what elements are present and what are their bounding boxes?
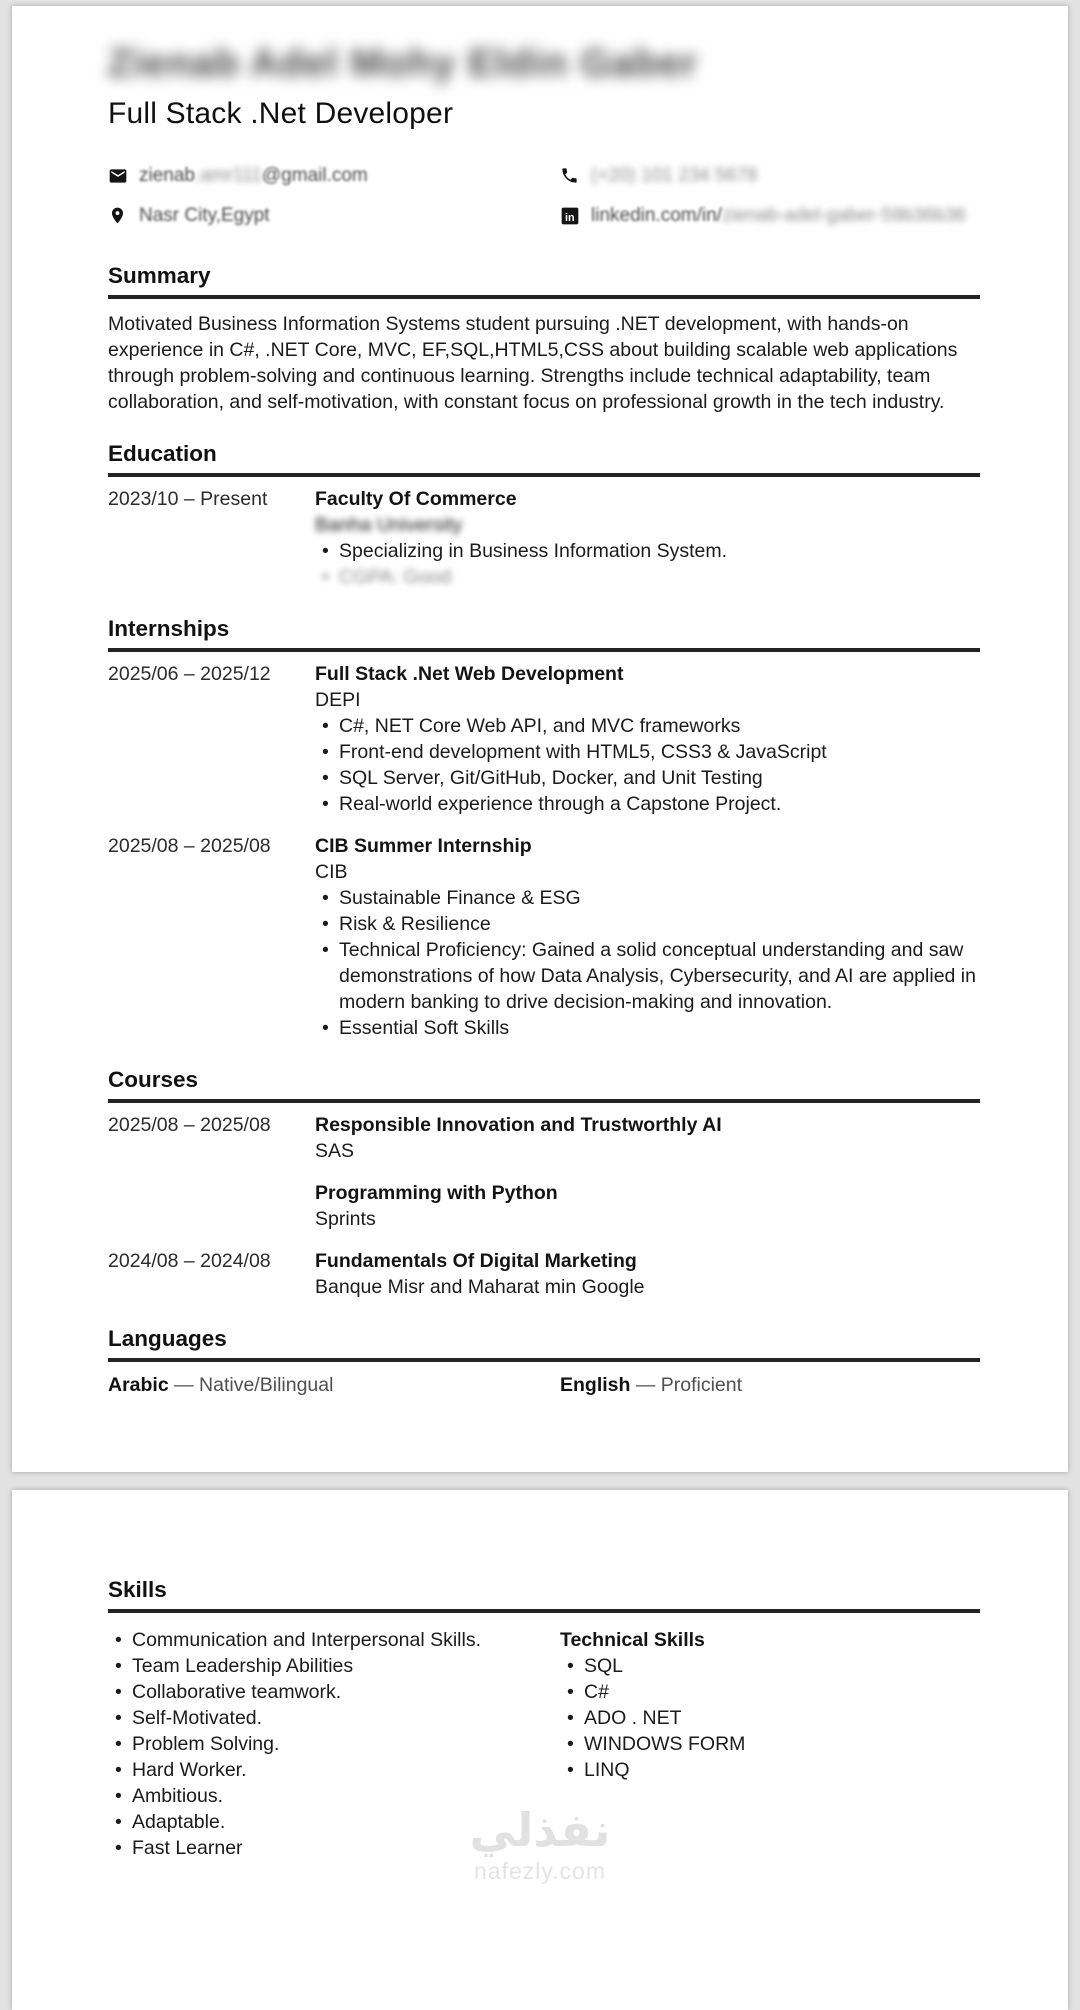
email-prefix: zienab (139, 165, 195, 186)
internship-entries (108, 661, 980, 1041)
bullet-item: • Sustainable Finance & ESG (315, 885, 980, 911)
course-entries (108, 1112, 980, 1300)
entry-organization: Banque Misr and Maharat min Google (315, 1276, 645, 1298)
entry-date: 2025/08 – 2025/08 (108, 835, 271, 857)
education-entries (108, 486, 980, 590)
soft-skill-item: • Ambitious. (108, 1783, 560, 1809)
entry-organization: SAS (315, 1140, 355, 1162)
entry-bullets (315, 713, 980, 817)
language-level: — Proficient (630, 1374, 743, 1396)
technical-skills-header: Technical Skills (560, 1629, 705, 1651)
soft-skill-item: • Fast Learner (108, 1835, 560, 1861)
soft-skill-item: • Self-Motivated. (108, 1705, 560, 1731)
entry-body (315, 1248, 980, 1300)
entry-bullets (315, 885, 980, 1041)
contact-phone (560, 164, 980, 188)
linkedin-icon (560, 206, 580, 226)
entry-date: 2023/10 – Present (108, 488, 268, 510)
entry-body (315, 661, 980, 817)
resume-page-1 (12, 6, 1068, 1472)
entry-date: 2025/06 – 2025/12 (108, 663, 271, 685)
languages-heading: Languages (108, 1325, 980, 1362)
bullet-item: • SQL Server, Git/GitHub, Docker, and Unit Testing (315, 765, 980, 791)
language-level: — Native/Bilingual (168, 1374, 334, 1396)
contact-email[interactable] (108, 164, 560, 188)
map-pin-icon (108, 206, 128, 226)
email-text (139, 164, 368, 188)
technical-skills-list (560, 1653, 980, 1783)
technical-skill-item: • WINDOWS FORM (560, 1731, 980, 1757)
envelope-icon (108, 166, 128, 186)
contact-linkedin[interactable] (560, 204, 980, 228)
internships-heading: Internships (108, 615, 980, 652)
skills-heading: Skills (108, 1576, 980, 1613)
bullet-item: • Real-world experience through a Capstone Project. (315, 791, 980, 817)
language-item (560, 1372, 980, 1398)
technical-skill-item: • C# (560, 1679, 980, 1705)
resume-entry (108, 833, 980, 1041)
resume-entry (108, 1112, 980, 1164)
entry-title: Full Stack .Net Web Development (315, 663, 624, 685)
language-item (108, 1372, 560, 1398)
entry-organization: Sprints (315, 1208, 376, 1230)
section-skills (108, 1576, 980, 1861)
bullet-item: • Risk & Resilience (315, 911, 980, 937)
bullet-item: • C#, NET Core Web API, and MVC frameworks (315, 713, 980, 739)
email-suffix: @gmail.com (261, 165, 368, 186)
section-summary (108, 262, 980, 415)
summary-text: Motivated Business Information Systems student pursuing .NET development, with hands-on experience in C#, .NET Core, MVC, EF,SQL,HTML5,CSS about building scalable web applications through problem-solving and continuous learning. Strengths include technical adaptability, team collaboration, and self-motivation, with constant focus on professional growth in the tech industry. (108, 313, 958, 413)
contact-block (108, 164, 980, 228)
entry-body (315, 1180, 980, 1232)
location-redacted: Nasr City,Egypt (139, 205, 270, 226)
entry-title: Programming with Python (315, 1182, 558, 1204)
entry-title: CIB Summer Internship (315, 835, 532, 857)
watermark-domain: nafezly.com (473, 1858, 606, 1884)
language-name: English (560, 1374, 631, 1396)
soft-skill-item: • Hard Worker. (108, 1757, 560, 1783)
entry-date: 2024/08 – 2024/08 (108, 1250, 271, 1272)
soft-skill-item: • Adaptable. (108, 1809, 560, 1835)
bullet-item: • Essential Soft Skills (315, 1015, 980, 1041)
education-heading: Education (108, 440, 980, 477)
resume-page-2 (12, 1490, 1068, 2010)
candidate-name: Zienab Adel Mohy Eldin Gaber (108, 42, 698, 85)
entry-organization: CIB (315, 861, 348, 883)
entry-body (315, 486, 980, 590)
resume-entry (108, 486, 980, 590)
soft-skills-list (108, 1627, 560, 1861)
entry-organization: Banha University (315, 514, 463, 536)
bullet-item: • Technical Proficiency: Gained a solid conceptual understanding and saw demonstrations of how Data Analysis, Cybersecurity, and AI are applied in modern banking to drive decision-making and innovation. (315, 937, 980, 1015)
bullet-item: • Specializing in Business Information System. (315, 538, 980, 564)
language-name: Arabic (108, 1374, 169, 1396)
entry-date: 2025/08 – 2025/08 (108, 1114, 271, 1136)
section-languages (108, 1325, 980, 1398)
svg-text:in: in (565, 212, 575, 224)
phone-redacted: (+20) 101 234 5678 (591, 165, 758, 186)
soft-skill-item: • Problem Solving. (108, 1731, 560, 1757)
email-redacted: .amr111 (195, 165, 262, 186)
phone-icon (560, 166, 580, 186)
section-education (108, 440, 980, 590)
resume-entry (108, 1180, 980, 1232)
linkedin-text (591, 204, 966, 228)
resume-entry (108, 1248, 980, 1300)
soft-skill-item: • Collaborative teamwork. (108, 1679, 560, 1705)
linkedin-redacted: zienab-adel-gaber-59b36b36 (721, 205, 966, 226)
technical-skill-item: • SQL (560, 1653, 980, 1679)
technical-skill-item: • ADO . NET (560, 1705, 980, 1731)
resume-entry (108, 661, 980, 817)
entry-title: Faculty Of Commerce (315, 488, 517, 510)
entry-organization: DEPI (315, 689, 361, 711)
section-courses (108, 1066, 980, 1300)
summary-heading: Summary (108, 262, 980, 299)
technical-skills-block (560, 1627, 980, 1861)
entry-body (315, 833, 980, 1041)
soft-skill-item: • Team Leadership Abilities (108, 1653, 560, 1679)
entry-title: Fundamentals Of Digital Marketing (315, 1250, 637, 1272)
soft-skill-item: • Communication and Interpersonal Skills. (108, 1627, 560, 1653)
courses-heading: Courses (108, 1066, 980, 1103)
skills-columns (108, 1627, 980, 1861)
bullet-item: • Front-end development with HTML5, CSS3 & JavaScript (315, 739, 980, 765)
contact-location (108, 204, 560, 228)
entry-bullets (315, 538, 980, 590)
watermark-arabic-logo: نفذلي (469, 1803, 611, 1857)
language-list (108, 1372, 980, 1398)
entry-date (108, 1180, 315, 1232)
technical-skill-item: • LINQ (560, 1757, 980, 1783)
linkedin-prefix: linkedin.com/in/ (591, 205, 722, 226)
entry-title: Responsible Innovation and Trustworthly AI (315, 1114, 722, 1136)
job-title: Full Stack .Net Developer (108, 97, 454, 130)
bullet-item: • CGPA: Good (315, 564, 980, 590)
entry-body (315, 1112, 980, 1164)
section-internships (108, 615, 980, 1041)
